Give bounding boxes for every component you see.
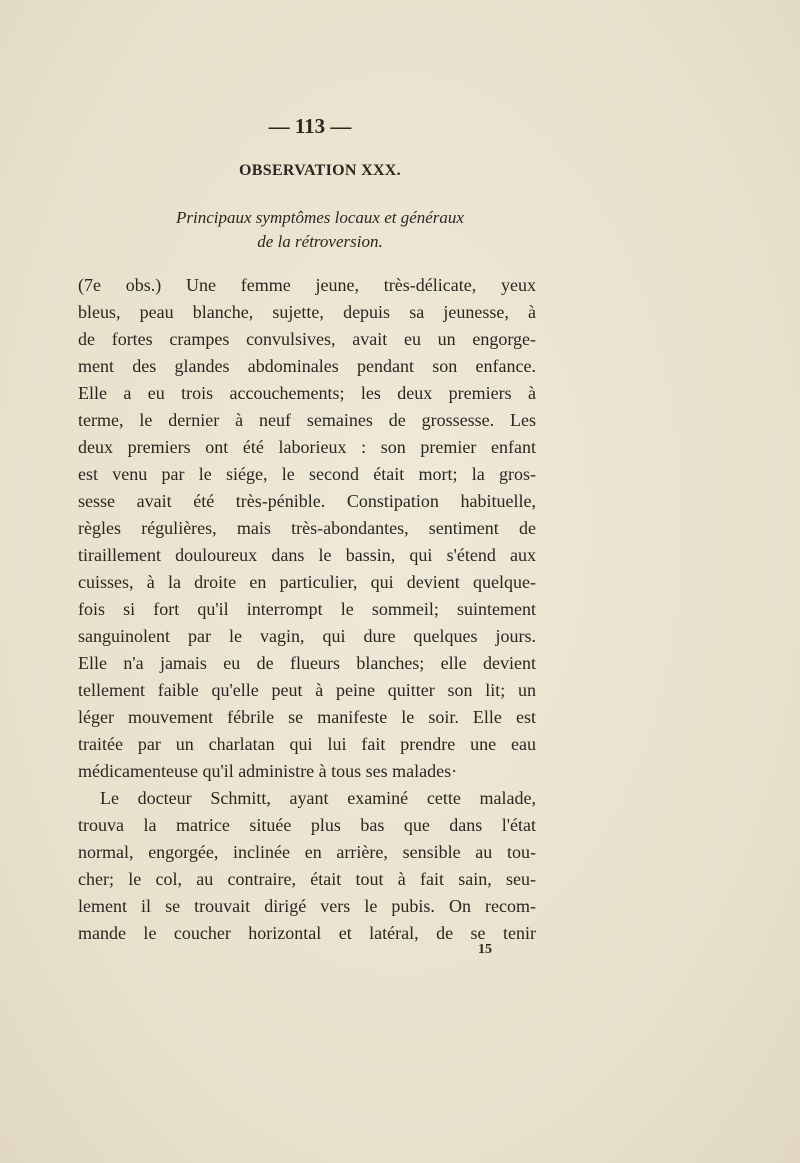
text-line: fois si fort qu'il interrompt le sommeil; suintement	[78, 599, 536, 619]
subtitle	[80, 206, 560, 254]
text-line: Le docteur Schmitt, ayant examiné cette malade,	[100, 788, 536, 808]
text-line: deux premiers ont été laborieux : son premier enfant	[78, 437, 536, 457]
text-line: léger mouvement fébrile se manifeste le soir. Elle est	[78, 707, 536, 727]
text-line: Elle n'a jamais eu de flueurs blanches; elle devient	[78, 653, 536, 673]
text-line: mande le coucher horizontal et latéral, de se tenir	[78, 923, 536, 943]
text-line: ment des glandes abdominales pendant son enfance.	[78, 356, 536, 376]
text-line: cher; le col, au contraire, était tout à fait sain, seu-	[78, 869, 536, 889]
text-line: cuisses, à la droite en particulier, qui devient quelque-	[78, 572, 536, 592]
text-line: médicamenteuse qu'il administre à tous ses malades·	[78, 761, 458, 781]
paragraph	[78, 785, 536, 947]
text-line: (7e obs.) Une femme jeune, très-délicate, yeux	[78, 275, 536, 295]
text-line: normal, engorgée, inclinée en arrière, sensible au tou-	[78, 842, 536, 862]
signature-mark: 15	[478, 942, 492, 957]
text-line: tellement faible qu'elle peut à peine quitter son lit; un	[78, 680, 536, 700]
subtitle-line: de la rétroversion.	[257, 232, 383, 251]
text-line: est venu par le siége, le second était mort; la gros-	[78, 464, 536, 484]
text-line: traitée par un charlatan qui lui fait prendre une eau	[78, 734, 536, 754]
text-line: règles régulières, mais très-abondantes, sentiment de	[78, 518, 536, 538]
body-text	[78, 272, 536, 947]
text-line: Elle a eu trois accouchements; les deux premiers à	[78, 383, 536, 403]
paragraph	[78, 272, 536, 785]
text-line: sesse avait été très-pénible. Constipation habituelle,	[78, 491, 536, 511]
text-line: tiraillement douloureux dans le bassin, qui s'étend aux	[78, 545, 536, 565]
text-line: sanguinolent par le vagin, qui dure quelques jours.	[78, 626, 536, 646]
page-number: — 113 —	[268, 114, 352, 138]
subtitle-line: Principaux symptômes locaux et généraux	[176, 208, 464, 227]
text-line: lement il se trouvait dirigé vers le pubis. On recom-	[78, 896, 536, 916]
text-line: de fortes crampes convulsives, avait eu un engorge-	[78, 329, 536, 349]
text-line: terme, le dernier à neuf semaines de grossesse. Les	[78, 410, 536, 430]
text-line: trouva la matrice située plus bas que dans l'état	[78, 815, 536, 835]
observation-title: OBSERVATION XXX.	[239, 162, 401, 179]
text-line: bleus, peau blanche, sujette, depuis sa jeunesse, à	[78, 302, 536, 322]
